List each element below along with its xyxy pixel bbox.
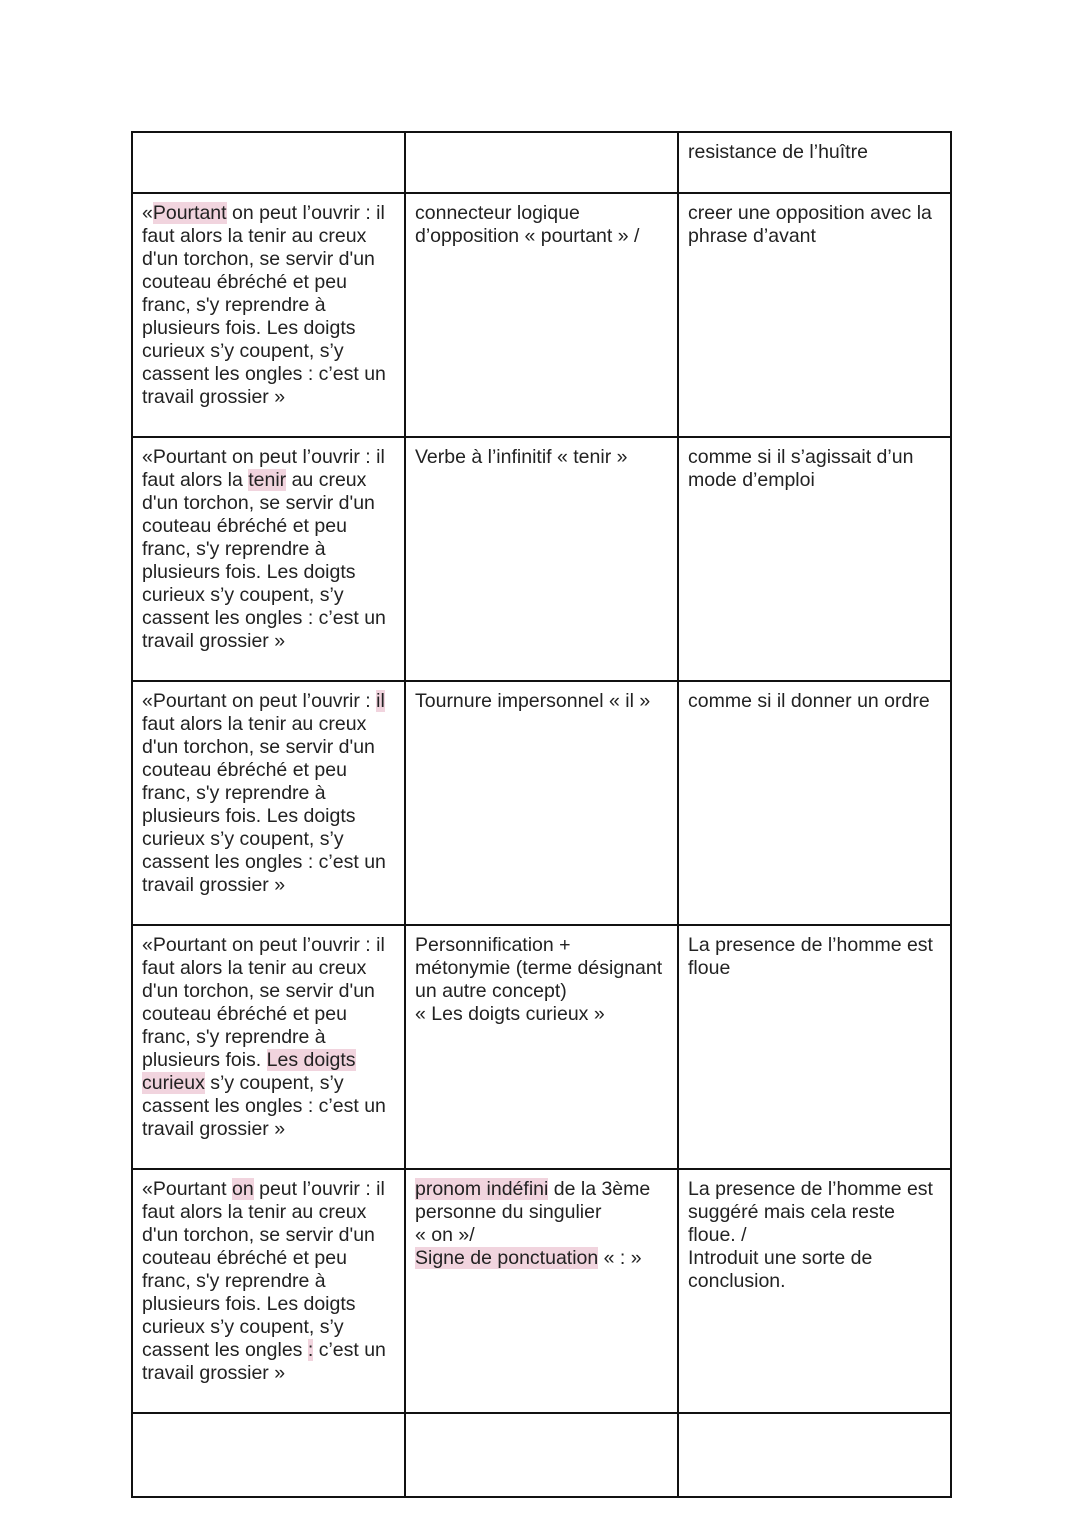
text-line [142, 584, 394, 607]
text-segment: cassent les ongles : c’est un [142, 1095, 386, 1117]
text-line [688, 202, 940, 225]
cell-effect: resistance de l’huître [678, 132, 951, 193]
cell-effect [678, 1169, 951, 1413]
table-row-header [132, 132, 951, 193]
text-segment: curieux s’y coupent, s’y [142, 584, 344, 606]
text-segment: couteau ébréché et peu [142, 759, 347, 781]
text-line [142, 1316, 394, 1339]
text-segment: plusieurs fois. Les doigts [142, 317, 356, 339]
text-line [142, 561, 394, 584]
text-line [688, 1201, 940, 1224]
text-segment: « Les doigts curieux » [415, 1003, 605, 1025]
text-line [142, 980, 394, 1003]
cell-technique [405, 925, 678, 1169]
highlighted-text: Signe de ponctuation [415, 1247, 599, 1269]
text-line [142, 248, 394, 271]
text-segment: curieux s’y coupent, s’y [142, 828, 344, 850]
text-segment: La presence de l’homme est [688, 934, 933, 956]
cell-quote [132, 1413, 405, 1497]
table-row [132, 925, 951, 1169]
cell-quote [132, 1169, 405, 1413]
text-segment: faut alors la tenir au creux [142, 713, 367, 735]
text-line [415, 202, 667, 225]
text-segment: « : » [598, 1247, 642, 1269]
text-line [688, 1178, 940, 1201]
cell-quote [132, 132, 405, 193]
text-segment: La presence de l’homme est [688, 1178, 933, 1200]
text-segment: travail grossier » [142, 386, 286, 408]
table-row-empty [132, 1413, 951, 1497]
text-segment: franc, s'y reprendre à [142, 1270, 326, 1292]
text-segment: cassent les ongles [142, 1339, 308, 1361]
text-line [688, 934, 940, 957]
text-line [415, 1003, 667, 1026]
text-segment: peut l’ouvrir : il [253, 1178, 385, 1200]
text-segment: « [142, 202, 153, 224]
text-segment: franc, s'y reprendre à [142, 538, 326, 560]
text-segment: plusieurs fois. Les doigts [142, 1293, 356, 1315]
text-segment: d'un torchon, se servir d'un [142, 980, 375, 1002]
text-segment: «Pourtant on peut l’ouvrir : [142, 690, 377, 712]
text-segment: connecteur logique [415, 202, 580, 224]
text-line [142, 1072, 394, 1095]
text-segment: creer une opposition avec la [688, 202, 932, 224]
text-segment: faut alors la [142, 469, 249, 491]
text-line [415, 1178, 667, 1201]
cell-effect [678, 681, 951, 925]
text-line [142, 736, 394, 759]
text-line [142, 1178, 394, 1201]
text-segment: phrase d’avant [688, 225, 816, 247]
text-line [415, 1201, 667, 1224]
table-row [132, 193, 951, 437]
text-segment: floue [688, 957, 731, 979]
text-line [142, 607, 394, 630]
text-line [142, 294, 394, 317]
text-line [142, 957, 394, 980]
text-line [142, 1049, 394, 1072]
cell-technique [405, 1169, 678, 1413]
cell-technique [405, 193, 678, 437]
text-segment: faut alors la tenir au creux [142, 225, 367, 247]
cell-quote [132, 193, 405, 437]
text-line [142, 690, 394, 713]
text-line [688, 225, 940, 248]
cell-technique [405, 132, 678, 193]
text-line [415, 980, 667, 1003]
text-line [142, 1224, 394, 1247]
text-line [142, 805, 394, 828]
text-segment: faut alors la tenir au creux [142, 957, 367, 979]
text-segment: cassent les ongles : c’est un [142, 607, 386, 629]
text-segment: «Pourtant [142, 1178, 232, 1200]
cell-effect [678, 1413, 951, 1497]
text-segment: Verbe à l’infinitif « tenir » [415, 446, 628, 468]
text-line [142, 1339, 394, 1362]
text-segment: travail grossier » [142, 1118, 286, 1140]
analysis-table [131, 131, 952, 1498]
text-line [142, 446, 394, 469]
text-segment: floue. / [688, 1224, 747, 1246]
text-segment: travail grossier » [142, 874, 286, 896]
text-segment: curieux s’y coupent, s’y [142, 340, 344, 362]
text-segment: d'un torchon, se servir d'un [142, 492, 375, 514]
text-segment: curieux s’y coupent, s’y [142, 1316, 344, 1338]
text-line [142, 851, 394, 874]
text-segment: «Pourtant on peut l’ouvrir : il [142, 446, 385, 468]
text-segment: on peut l’ouvrir : il [226, 202, 385, 224]
text-line [142, 630, 394, 653]
text-line [688, 1224, 940, 1247]
text-line [142, 340, 394, 363]
text-segment: plusieurs fois. Les doigts [142, 561, 356, 583]
text-line [688, 1247, 940, 1270]
highlighted-text: pronom indéfini [415, 1178, 549, 1200]
cell-effect [678, 193, 951, 437]
cell-technique [405, 681, 678, 925]
text-segment: Introduit une sorte de [688, 1247, 873, 1269]
highlighted-text: tenir [248, 469, 287, 491]
cell-quote [132, 681, 405, 925]
text-line [142, 1270, 394, 1293]
text-segment: d’opposition « pourtant » / [415, 225, 640, 247]
text-segment: métonymie (terme désignant [415, 957, 663, 979]
text-line [142, 515, 394, 538]
text-segment: couteau ébréché et peu [142, 1247, 347, 1269]
text-segment: s’y coupent, s’y [204, 1072, 344, 1094]
table-row [132, 681, 951, 925]
text-line [142, 202, 394, 225]
cell-effect [678, 437, 951, 681]
text-segment: comme si il s’agissait d’un [688, 446, 914, 468]
cell-quote [132, 925, 405, 1169]
text-segment: d'un torchon, se servir d'un [142, 248, 375, 270]
text-line [415, 446, 667, 469]
highlighted-text: curieux [142, 1072, 205, 1094]
text-line [415, 690, 667, 713]
text-segment: d'un torchon, se servir d'un [142, 1224, 375, 1246]
analysis-table-body [132, 132, 951, 1497]
text-line [142, 1247, 394, 1270]
highlighted-text: : [307, 1339, 314, 1361]
cell-quote [132, 437, 405, 681]
text-line [142, 782, 394, 805]
text-segment: c’est un [313, 1339, 386, 1361]
text-line [142, 1293, 394, 1316]
text-segment: franc, s'y reprendre à [142, 1026, 326, 1048]
text-segment: couteau ébréché et peu [142, 271, 347, 293]
text-line [142, 225, 394, 248]
text-segment: travail grossier » [142, 1362, 286, 1384]
text-line [142, 386, 394, 409]
text-line [688, 690, 940, 713]
text-line [415, 1224, 667, 1247]
text-line [142, 363, 394, 386]
text-line [142, 317, 394, 340]
text-line [142, 469, 394, 492]
text-line [415, 957, 667, 980]
text-line [142, 934, 394, 957]
text-segment: de la 3ème [548, 1178, 651, 1200]
text-segment: Tournure impersonnel « il » [415, 690, 651, 712]
text-segment: franc, s'y reprendre à [142, 782, 326, 804]
highlighted-text: Pourtant [152, 202, 227, 224]
table-row [132, 437, 951, 681]
text-segment: personne du singulier [415, 1201, 602, 1223]
text-segment: faut alors la tenir au creux [142, 1201, 367, 1223]
text-segment: couteau ébréché et peu [142, 515, 347, 537]
text-segment: mode d’emploi [688, 469, 815, 491]
text-line [415, 934, 667, 957]
text-segment: franc, s'y reprendre à [142, 294, 326, 316]
cell-technique [405, 1413, 678, 1497]
text-segment: au creux [286, 469, 367, 491]
text-line [142, 1118, 394, 1141]
text-segment: travail grossier » [142, 630, 286, 652]
text-line [688, 957, 940, 980]
highlighted-text: il [376, 690, 385, 712]
text-line [142, 828, 394, 851]
text-line [688, 446, 940, 469]
text-line [415, 1247, 667, 1270]
text-segment: « on »/ [415, 1224, 475, 1246]
text-segment: couteau ébréché et peu [142, 1003, 347, 1025]
text-line [142, 271, 394, 294]
text-line [142, 759, 394, 782]
text-line [142, 1003, 394, 1026]
text-line [142, 713, 394, 736]
text-segment: cassent les ongles : c’est un [142, 363, 386, 385]
text-segment: comme si il donner un ordre [688, 690, 930, 712]
text-line [688, 1270, 940, 1293]
text-line [142, 492, 394, 515]
text-line [142, 1095, 394, 1118]
text-line [142, 1362, 394, 1385]
text-segment: suggéré mais cela reste [688, 1201, 896, 1223]
cell-technique [405, 437, 678, 681]
text-line [415, 225, 667, 248]
text-segment: plusieurs fois. Les doigts [142, 805, 356, 827]
table-row [132, 1169, 951, 1413]
text-segment: plusieurs fois. [142, 1049, 267, 1071]
text-segment: d'un torchon, se servir d'un [142, 736, 375, 758]
text-line [688, 469, 940, 492]
text-segment: cassent les ongles : c’est un [142, 851, 386, 873]
text-line [142, 538, 394, 561]
text-segment: conclusion. [688, 1270, 786, 1292]
highlighted-text: Les doigts [266, 1049, 356, 1071]
text-segment: Personnification + [415, 934, 571, 956]
highlighted-text: on [231, 1178, 254, 1200]
text-segment: un autre concept) [415, 980, 567, 1002]
text-line [142, 874, 394, 897]
text-line [142, 1026, 394, 1049]
cell-effect [678, 925, 951, 1169]
text-segment: «Pourtant on peut l’ouvrir : il [142, 934, 385, 956]
text-line [142, 1201, 394, 1224]
